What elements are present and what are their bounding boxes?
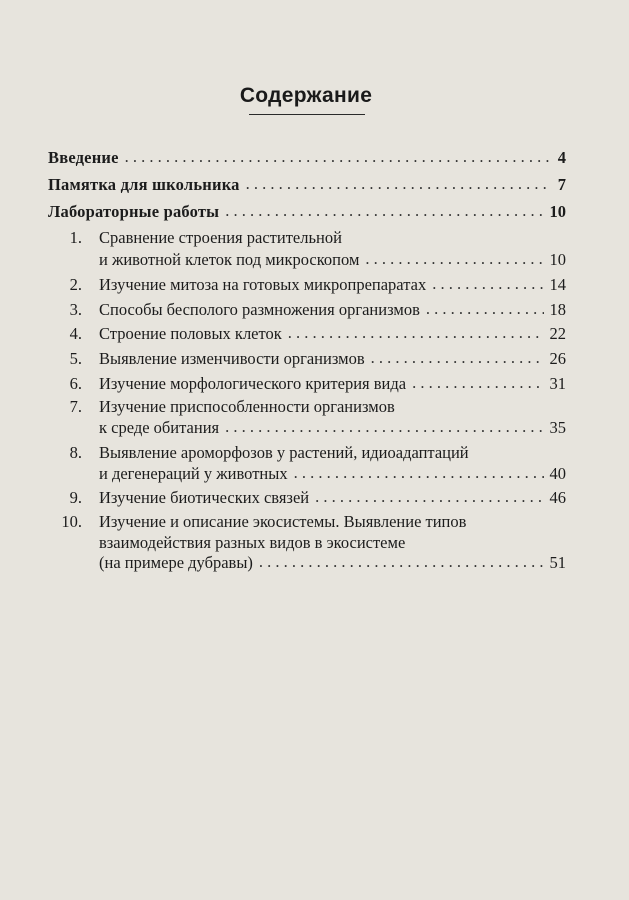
toc-item-2[interactable]: [99, 275, 566, 295]
toc-item-page: 18: [549, 300, 566, 319]
toc-entry-intro[interactable]: [48, 148, 566, 168]
dot-leader: [288, 323, 544, 343]
toc-entry-label: Введение: [48, 148, 119, 167]
toc-item-text: взаимодействия разных видов в экосистеме: [99, 533, 406, 552]
toc-item-number: 8.: [69, 443, 82, 462]
toc-item-text: Выявление изменчивости организмов: [99, 349, 365, 368]
toc-entry-memo[interactable]: [48, 175, 566, 195]
toc-item-number: 10.: [61, 512, 82, 531]
dot-leader: [412, 373, 543, 393]
toc-entry-page: 4: [557, 148, 566, 167]
toc-item-text: к среде обитания: [99, 418, 220, 437]
toc-item-page: 31: [549, 374, 566, 393]
dot-leader: [225, 201, 543, 221]
toc-item-page: 40: [549, 464, 566, 483]
dot-leader: [225, 417, 543, 437]
toc-item-page: 46: [549, 488, 566, 507]
dot-leader: [432, 274, 543, 294]
toc-entry-label: Лабораторные работы: [48, 202, 220, 221]
toc-item-page: 51: [549, 553, 566, 572]
dot-leader: [371, 348, 544, 368]
toc-item-text: Выявление ароморфозов у растений, идиоадаптаций: [99, 443, 469, 462]
toc-item-page: 22: [549, 324, 566, 343]
toc-item-page: 10: [549, 250, 566, 269]
toc-item-text: Изучение морфологического критерия вида: [99, 374, 407, 393]
toc-item-page: 14: [549, 275, 566, 294]
toc-item-text: Изучение митоза на готовых микропрепаратах: [99, 275, 427, 294]
dot-leader: [315, 487, 543, 507]
dot-leader: [259, 552, 544, 572]
toc-item-4[interactable]: [99, 324, 566, 344]
toc-item-text: Сравнение строения растительной: [99, 228, 342, 247]
toc-entry-page: 7: [557, 175, 566, 194]
toc-item-text: и животной клеток под микроскопом: [99, 250, 360, 269]
toc-item-text: Изучение и описание экосистемы. Выявление типов: [99, 512, 467, 531]
toc-entry-label: Памятка для школьника: [48, 175, 240, 194]
toc-item-9[interactable]: [99, 488, 566, 508]
toc-item-5[interactable]: [99, 349, 566, 369]
dot-leader: [246, 174, 552, 194]
toc-item-number: 9.: [69, 488, 82, 507]
toc-item-1[interactable]: [99, 250, 566, 270]
toc-item-text: Строение половых клеток: [99, 324, 282, 343]
toc-item-3[interactable]: [99, 300, 566, 320]
toc-item-8[interactable]: [99, 464, 566, 484]
toc-item-number: 6.: [69, 374, 82, 393]
dot-leader: [294, 463, 544, 483]
toc-entry-labs[interactable]: [48, 202, 566, 222]
toc-entry-page: 10: [549, 202, 566, 221]
dot-leader: [365, 249, 543, 269]
toc-item-number: 4.: [69, 324, 82, 343]
toc-item-6[interactable]: [99, 374, 566, 394]
dot-leader: [426, 299, 544, 319]
toc-item-number: 7.: [69, 397, 82, 416]
toc-item-number: 3.: [69, 300, 82, 319]
toc-item-page: 26: [549, 349, 566, 368]
toc-item-page: 35: [549, 418, 566, 437]
toc-item-text: Изучение приспособленности организмов: [99, 397, 395, 416]
toc-item-number: 1.: [69, 228, 82, 247]
dot-leader: [125, 147, 552, 167]
page-title: Содержание: [239, 84, 373, 107]
toc-item-text: и дегенераций у животных: [99, 464, 288, 483]
toc-item-number: 5.: [69, 349, 82, 368]
toc-item-7[interactable]: [99, 418, 566, 438]
toc-item-text: (на примере дубравы): [99, 553, 253, 572]
toc-item-text: Изучение биотических связей: [99, 488, 310, 507]
toc-item-text: Способы бесполого размножения организмов: [99, 300, 420, 319]
toc-item-number: 2.: [69, 275, 82, 294]
toc-item-10[interactable]: [99, 553, 566, 573]
